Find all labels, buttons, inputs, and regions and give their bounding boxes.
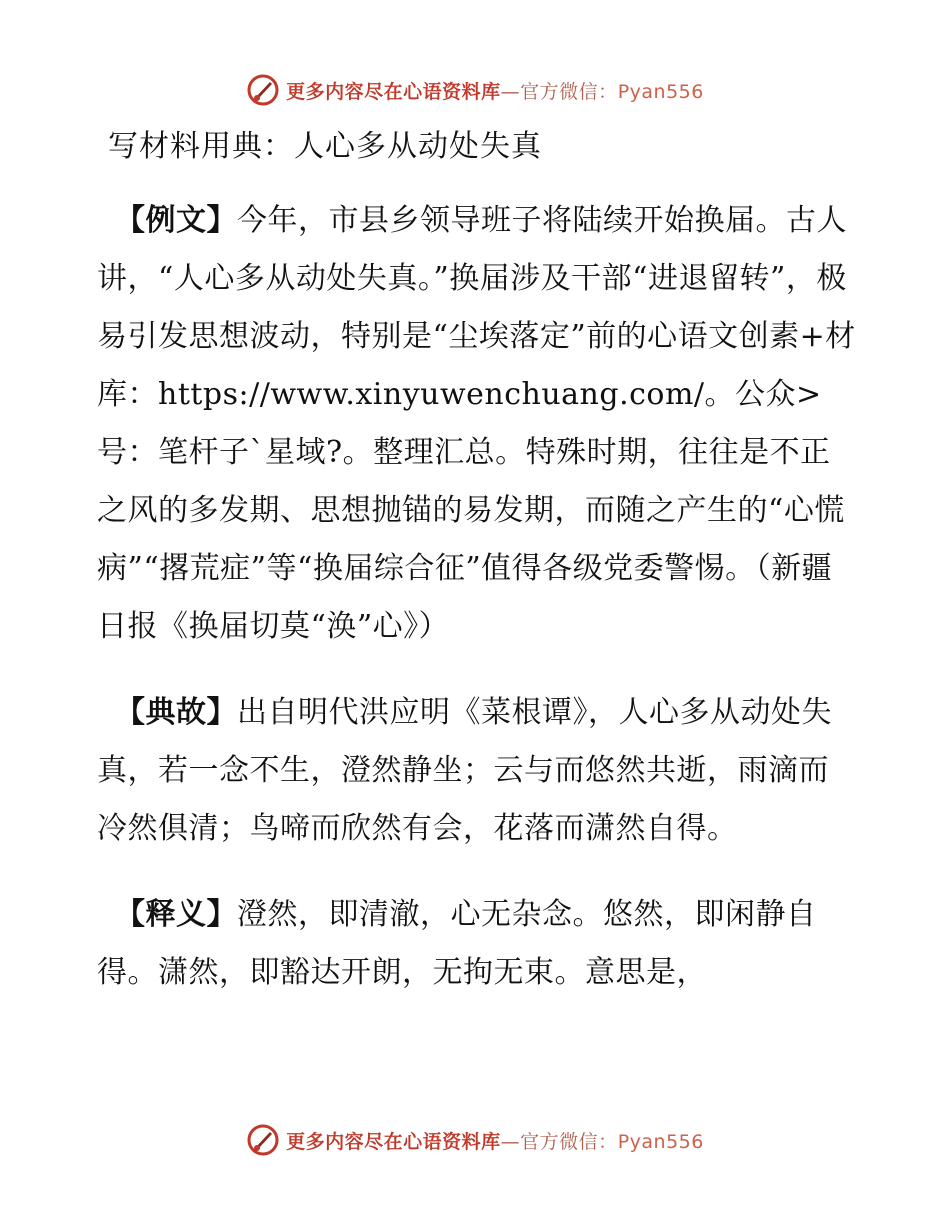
paragraph-tag: 【释义】: [115, 897, 237, 932]
footer-watermark: [0, 1120, 950, 1160]
paragraph-tag: 【例文】: [115, 203, 237, 238]
paragraph-text: 出自明代洪应明《菜根谭》，人心多从动处失真，若一念不生，澄然静坐；云与而悠然共逝，雨滴而冷然俱清；鸟啼而欣然有会，花落而潇然自得。: [97, 695, 832, 846]
paragraph-tag: 【典故】: [115, 695, 237, 730]
paragraph-allusion: [97, 684, 857, 858]
brush-logo-icon: [246, 1123, 280, 1157]
paragraph-example: [97, 192, 857, 656]
paragraph-text: 澄然，即清澈，心无杂念。悠然，即闲静自得。潇然，即豁达开朗，无拘无束。意思是，: [97, 897, 817, 990]
paragraph-text: 今年，市县乡领导班子将陆续开始换届。古人讲，“人心多从动处失真。”换届涉及干部“进退留转”，极易引发思想波动，特别是“尘埃落定”前的心语文创素+材库：https://www.xinyuwenchuang.com/。公众>号：笔杆子`星域?。整理汇总。特殊时期，往往是不正之风的多发期、思想抛锚的易发期，而随之产生的“心慌病”“撂荒症”等“换届综合征”值得各级党委警惕。（新疆日报《换届切莫“涣”心》）: [97, 203, 856, 644]
header-watermark: [0, 70, 950, 110]
document-body: [97, 192, 857, 1030]
brush-logo-icon: [246, 73, 280, 107]
banner-text: 更多内容尽在心语资料库—官方微信：Pyan556: [286, 1130, 704, 1153]
document-title: 写材料用典：人心多从动处失真: [108, 129, 542, 164]
banner-text: 更多内容尽在心语资料库—官方微信：Pyan556: [286, 80, 704, 103]
paragraph-interpretation: [97, 886, 857, 1002]
